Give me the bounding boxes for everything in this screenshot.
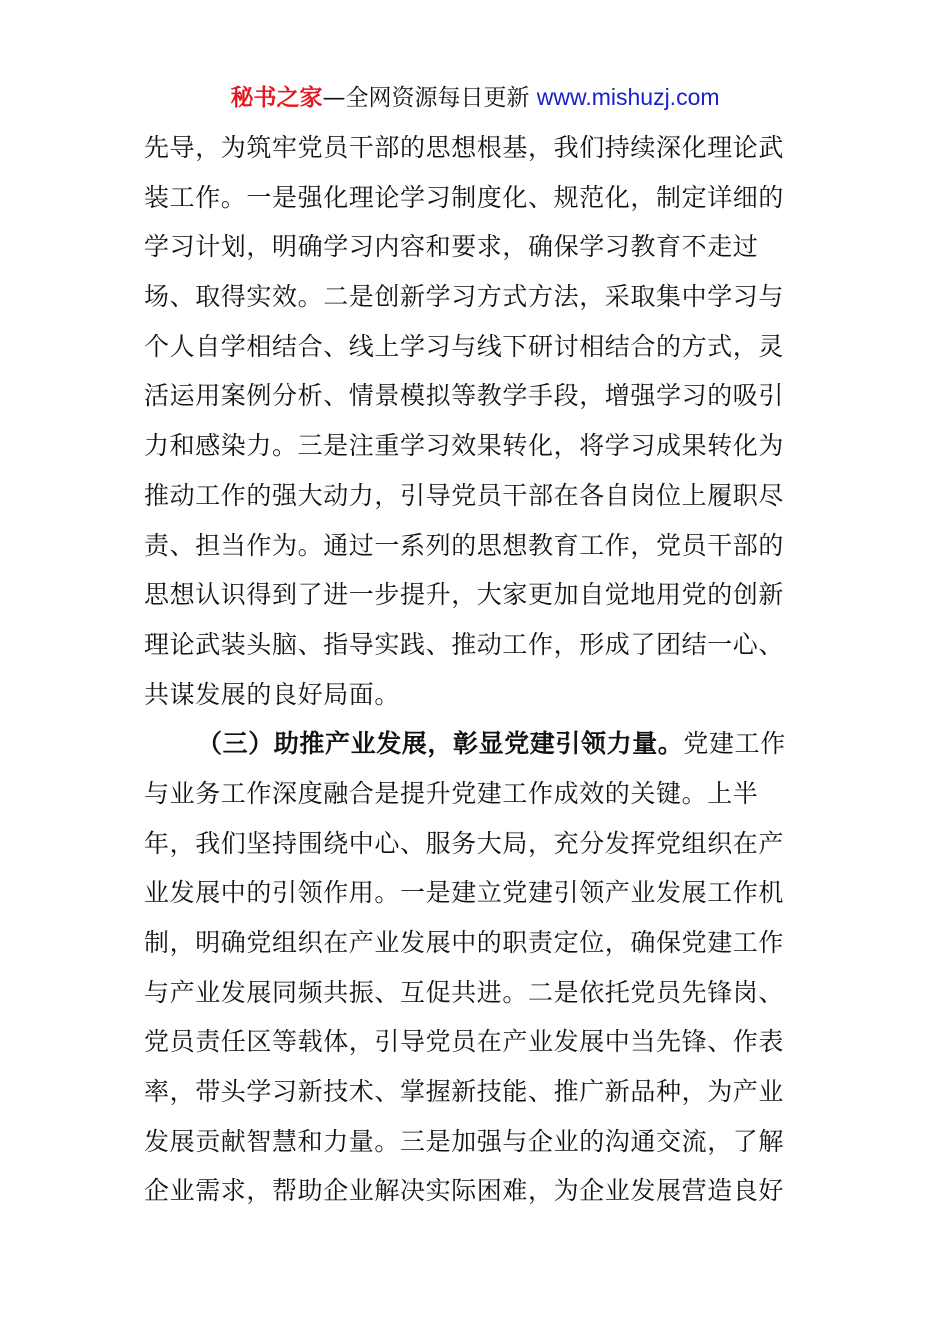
text-line: 装工作。一是强化理论学习制度化、规范化，制定详细的 [144,182,785,212]
paragraph-2 [144,719,814,1216]
text-line: 企业需求，帮助企业解决实际困难，为企业发展营造良好 [144,1176,785,1206]
section-heading-line [144,719,814,769]
header-tagline: —全网资源每日更新 [322,85,537,111]
text-line: 年，我们坚持围绕中心、服务大局，充分发挥党组织在产 [144,828,785,858]
text-line: 先导，为筑牢党员干部的思想根基，我们持续深化理论武 [144,133,785,162]
section-heading: （三）助推产业发展，彰显党建引领力量。 [197,729,684,759]
text-line: 业发展中的引领作用。一是建立党建引领产业发展工作机 [144,878,785,908]
text-line: 理论武装头脑、指导实践、推动工作，形成了团结一心、 [144,629,785,659]
text-line: 学习计划，明确学习内容和要求，确保学习教育不走过 [144,232,759,262]
text-line: 制，明确党组织在产业发展中的职责定位，确保党建工作 [144,928,785,957]
header-brand: 秘书之家 [230,85,323,111]
text-line: 党员责任区等载体，引导党员在产业发展中当先锋、作表 [144,1027,785,1057]
paragraph-1 [144,123,814,719]
text-line: 思想认识得到了进一步提升，大家更加自觉地用党的创新 [144,580,785,610]
text-line: 活运用案例分析、情景模拟等教学手段，增强学习的吸引 [144,381,785,411]
text-line: 发展贡献智慧和力量。三是加强与企业的沟通交流，了解 [144,1126,785,1156]
text-line: 责、担当作为。通过一系列的思想教育工作，党员干部的 [144,530,785,560]
heading-line-rest: 党建工作 [683,729,786,759]
text-line: 与产业发展同频共振、互促共进。二是依托党员先锋岗、 [144,977,785,1007]
text-line: 个人自学相结合、线上学习与线下研讨相结合的方式，灵 [144,331,785,361]
page-header [0,80,950,115]
text-line: 推动工作的强大动力，引导党员干部在各自岗位上履职尽 [144,480,785,510]
text-line: 与业务工作深度融合是提升党建工作成效的关键。上半 [144,778,759,808]
document-body [144,123,814,1216]
header-site-url: www.mishuzj.com [536,84,720,110]
text-line: 共谋发展的良好局面。 [144,679,401,709]
text-line: 场、取得实效。二是创新学习方式方法，采取集中学习与 [144,282,785,312]
text-line: 率，带头学习新技术、掌握新技能、推广新品种，为产业 [144,1077,785,1107]
text-line: 力和感染力。三是注重学习效果转化，将学习成果转化为 [144,431,785,461]
